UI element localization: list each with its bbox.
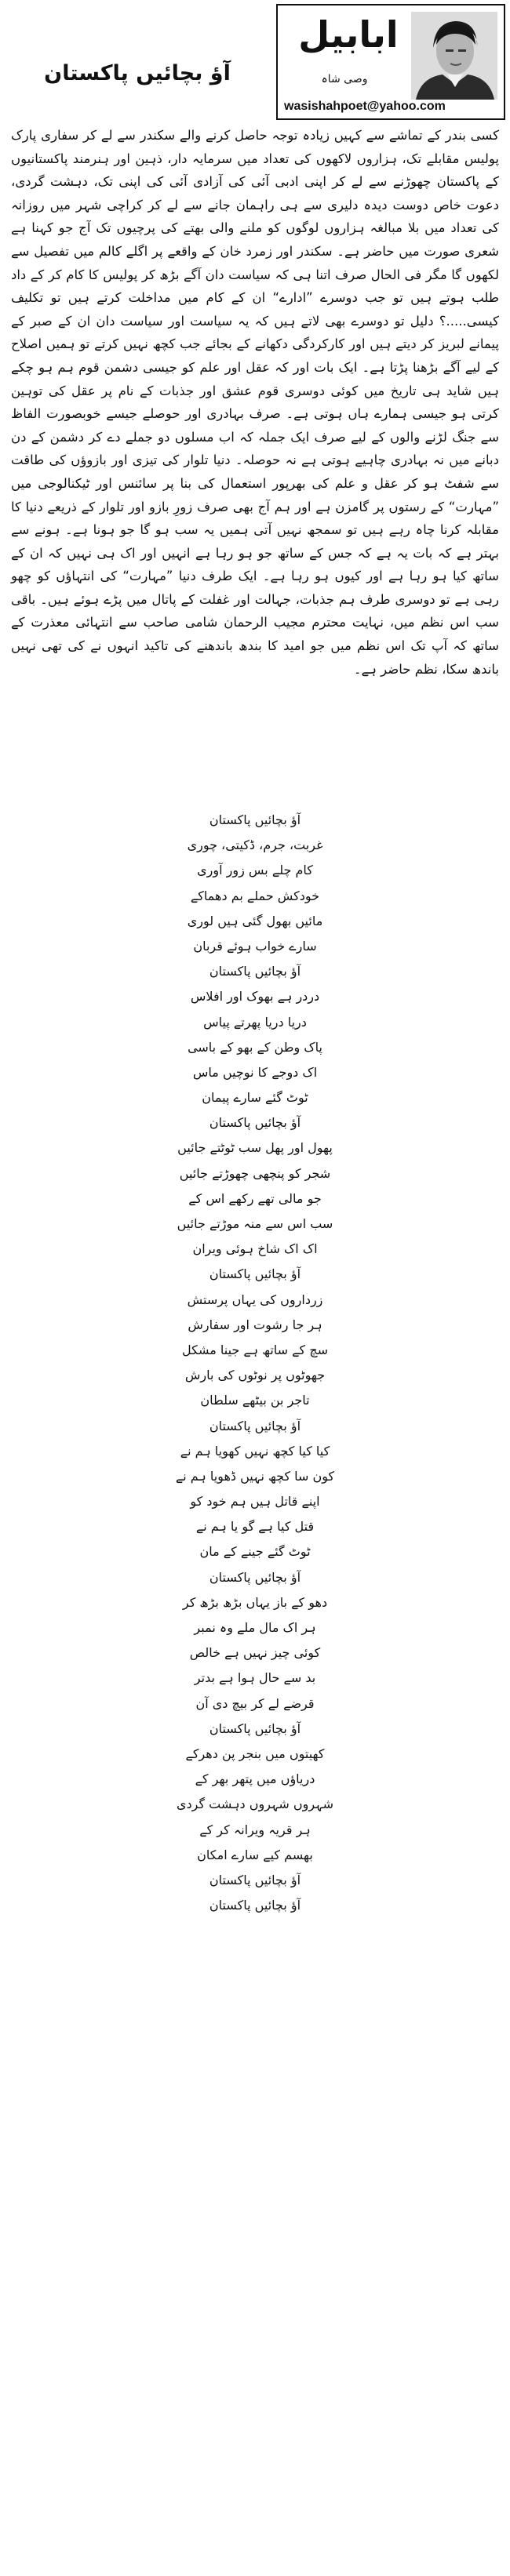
poem-line: آؤ بچائیں پاکستان xyxy=(209,812,301,827)
poem-line: تاجر بن بیٹھے سلطان xyxy=(200,1393,310,1408)
author-byline: وصی شاہ xyxy=(321,73,368,85)
poem-line: شہروں شہروں دہشت گردی xyxy=(176,1797,333,1812)
poem-line: دھو کے باز یہاں بڑھ بڑھ کر xyxy=(182,1594,328,1610)
poem xyxy=(0,808,510,1918)
poem-line: مائیں بھول گئی ہیں لوری xyxy=(187,913,323,928)
poem-line: آؤ بچائیں پاکستان xyxy=(209,1569,301,1585)
poem-line: بھسم کیے سارے امکان xyxy=(197,1847,313,1862)
poem-line: جو مالی تھے رکھے اس کے xyxy=(188,1190,322,1206)
author-portrait-icon xyxy=(411,12,497,100)
column-logo-box xyxy=(276,4,505,120)
body-paragraph: کسی بندر کے تماشے سے کہیں زیادہ توجہ حاصل کرنے والے سکندر سے لے کر سفاری پارک پولیس مقابلے تک، ہزاروں لاکھوں کی تعداد میں سرمایہ دار، ذہین اور ہنرمند پاکستانیوں کے پاکستان چھوڑنے سے لے کر اپنی ادبی آئی کی آزادی آئی کی اپنی تک، دہشت گردی، دعوت خاص دوست دیدہ دلیری سے ہی راہمان جانے سے لے کر کراچی شہر میں روزانہ کی تعداد میں بلا مبالغہ ہزاروں لوگوں کو ملنے والی بھتے کی پرچیوں تک آج جو کہنا ہے شعری صورت میں حاضر ہے۔ سکندر اور زمرد خان کے واقعے پر اگلے کالم میں تفصیل سے لکھوں گا مگر فی الحال صرف اتنا ہی کہ سیاست دان آگے بڑھ کر پولیس کا کام کر کے داد طلب ہوتے ہیں تو جب دوسرے ”ادارے“ ان کے کام میں مداخلت کرتے ہیں تو تکلیف کیسی.....؟ دلیل تو دوسرے بھی لاتے ہیں کہ یہ سیاست اور سیاست دان ان کے صبر کے پیمانے لبریز کر دیتے ہیں اور کارکردگی دکھانے کے بجائے جب کچھ نہیں کرتے تو ہمیں اصلاح کے لیے آگے بڑھنا پڑتا ہے۔ ایک بات اور کہ عقل اور علم کو جیسی دشمن قوم ہم ہو چکے ہیں شاید ہی تاریخ میں کوئی دوسری قوم عشق اور جذبات کے نام پر عقل کی توہین کرتی ہو جیسی ہمارے ہاں ہوتی ہے۔ صرف بہادری اور حوصلے جیسے خوبصورت الفاظ سے جنگ لڑنے والوں کے لیے صرف ایک جملہ کہ اب مسلوں دو جملے دے کر دشمن کے دن دبانے میں نہ بہادری چاہیے ہوتی ہے نہ حوصلہ۔ دنیا تلوار کی تیزی اور بازوؤں کی طاقت سے شفٹ ہو کر عقل و علم کی بھرپور استعمال کی بنا پر سائنس اور ٹیکنالوجی میں ”مہارت“ کے رستوں پر گامزن ہے اور ہم آج بھی صرف زورِ بازو اور تلوار کے ذریعے دنیا کا مقابلہ کرنا چاہ رہے ہیں تو سمجھ نہیں آتی ہمیں یہ سب ہو گا جو ہونا ہے۔ ہونے سے بہتر ہے کہ بات یہ ہے کہ جس کے ساتھ جو ہو رہا ہے انہیں اور اک ہی نہیں کہ ان کے ساتھ کیا ہو رہا ہے اور کیوں ہو رہا ہے۔ ایک طرف دنیا ”مہارت“ کی انتہاؤں کو چھو رہی ہے تو دوسری طرف ہم جذبات، جہالت اور غفلت کے پاتال میں پڑے ہوئے ہیں۔ باقی سب اس نظم میں، نہایت محترم مجیب الرحمان شامی صاحب سے انتہائی معذرت کے ساتھ کہ آپ تک اس نظم میں جو امید کا بندھ باندھنے کی تاکید انہوں نے کی تھی نہیں باندھ سکا، نظم حاضر ہے۔ xyxy=(11,128,499,677)
poem-line: آؤ بچائیں پاکستان xyxy=(209,1115,301,1131)
poem-line: بد سے حال ہوا ہے بدتر xyxy=(194,1670,316,1686)
poem-line: کوئی چیز نہیں ہے خالص xyxy=(189,1645,321,1661)
column-title: آؤ بچائیں پاکستان xyxy=(44,61,231,85)
poem-line: اپنے قاتل ہیں ہم خود کو xyxy=(190,1494,320,1510)
poem-line: سچ کے ساتھ ہے جینا مشکل xyxy=(182,1342,328,1357)
poem-line: سارے خواب ہوئے قربان xyxy=(193,938,317,954)
poem-line: اک دوجے کا نوچیں ماس xyxy=(192,1064,318,1080)
poem-line: آؤ بچائیں پاکستان xyxy=(209,1720,301,1736)
poem-line: کھیتوں میں بنجر پن دھرکے xyxy=(185,1746,325,1761)
poem-line: زرداروں کی یہاں پرستش xyxy=(187,1292,323,1307)
author-email: wasishahpoet@yahoo.com xyxy=(284,100,446,113)
author-photo xyxy=(411,12,497,100)
poem-line: قرضے لے کر بیچ دی آن xyxy=(195,1695,315,1711)
poem-line: کام چلے بس زور آوری xyxy=(197,863,313,878)
poem-line: کون سا کچھ نہیں ڈھویا ہم نے xyxy=(175,1468,335,1484)
column-body xyxy=(11,124,499,681)
poem-line: ہر اک مال ملے وہ نمبر xyxy=(194,1620,316,1635)
poem-line: آؤ بچائیں پاکستان xyxy=(209,1266,301,1282)
poem-line: ٹوٹ گئے سارے پیمان xyxy=(202,1090,308,1106)
poem-line: دریا دریا پھرتے پیاس xyxy=(203,1014,307,1030)
poem-line: جھوٹوں پر نوٹوں کی بارش xyxy=(184,1368,326,1383)
poem-line: آؤ بچائیں پاکستان xyxy=(209,1418,301,1433)
poem-line: آؤ بچائیں پاکستان xyxy=(209,964,301,979)
poem-line: شجر کو پنچھی چھوڑتے جائیں xyxy=(179,1165,331,1181)
poem-line: پاک وطن کے بھو کے باسی xyxy=(188,1039,322,1055)
poem-line: دردر ہے بھوک اور افلاس xyxy=(190,989,320,1005)
column-header xyxy=(0,0,510,125)
poem-line: آؤ بچائیں پاکستان xyxy=(209,1872,301,1887)
poem-line: کیا کیا کچھ نہیں کھویا ہم نے xyxy=(180,1443,330,1459)
poem-line: ہر قریہ ویرانہ کر کے xyxy=(199,1822,311,1837)
poem-line: آؤ بچائیں پاکستان xyxy=(209,1898,301,1913)
poem-line: ہر جا رشوت اور سفارش xyxy=(188,1317,322,1332)
poem-line: غربت، جرم، ڈکیتی، چوری xyxy=(187,837,323,853)
poem-line: قتل کیا ہے گو یا ہم نے xyxy=(195,1519,315,1535)
poem-line: خودکش حملے بم دھماکے xyxy=(190,888,320,903)
poem-line: اک اک شاخ ہوئی ویران xyxy=(192,1241,318,1257)
poem-line: دریاؤں میں پتھر بھر کے xyxy=(195,1771,315,1787)
column-brand-logo: ابابیل xyxy=(298,13,399,56)
poem-line: سب اس سے منہ موڑتے جائیں xyxy=(177,1216,333,1231)
poem-line: ٹوٹ گئے جینے کے مان xyxy=(199,1544,311,1560)
poem-line: پھول اور پھل سب ٹوٹتے جائیں xyxy=(177,1140,333,1156)
